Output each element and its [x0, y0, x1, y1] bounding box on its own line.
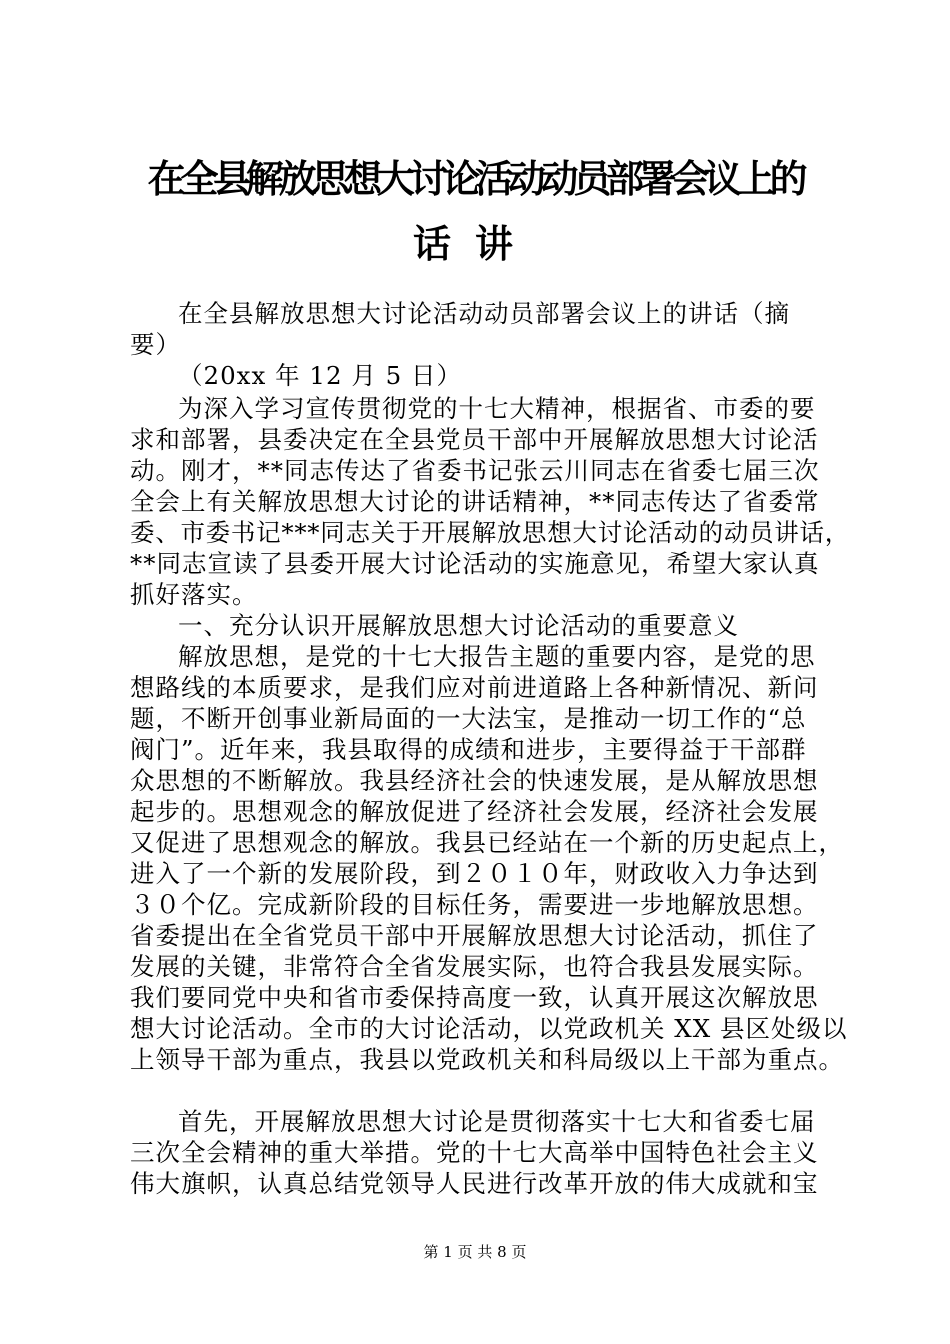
- paragraph-line: 阀门”。近年来，我县取得的成绩和进步，主要得益于干部群: [130, 735, 807, 764]
- paragraph-line: 想路线的本质要求，是我们应对前进道路上各种新情况、新问: [130, 673, 819, 702]
- section-heading: 一、充分认识开展解放思想大讨论活动的重要意义: [178, 611, 739, 640]
- paragraph-line: 三次全会精神的重大举措。党的十七大高举中国特色社会主义: [130, 1138, 819, 1167]
- paragraph-line: 求和部署，县委决定在全县党员干部中开展解放思想大讨论活: [130, 425, 819, 454]
- paragraph-line: 进入了一个新的发展阶段，到２０１０年，财政收入力争达到: [130, 859, 819, 888]
- paragraph-line: 委、市委书记***同志关于开展解放思想大讨论活动的动员讲话，: [130, 518, 850, 547]
- paragraph-line: 起步的。思想观念的解放促进了经济社会发展，经济社会发展: [130, 797, 819, 826]
- page-footer: 第 1 页 共 8 页: [423, 1243, 527, 1261]
- paragraph-line: 解放思想，是党的十七大报告主题的重要内容，是党的思: [178, 642, 816, 671]
- paragraph-line: 为深入学习宣传贯彻党的十七大精神，根据省、市委的要: [178, 394, 816, 423]
- paragraph-line: 伟大旗帜，认真总结党领导人民进行改革开放的伟大成就和宝: [130, 1169, 819, 1198]
- paragraph-line: 上领导干部为重点，我县以党政机关和科局级以上干部为重点。: [130, 1045, 844, 1074]
- paragraph-line: 我们要同党中央和省市委保持高度一致，认真开展这次解放思: [130, 983, 819, 1012]
- paragraph-line: 众思想的不断解放。我县经济社会的快速发展，是从解放思想: [130, 766, 819, 795]
- paragraph-line: **同志宣读了县委开展大讨论活动的实施意见，希望大家认真: [130, 549, 820, 578]
- paragraph-line: 发展的关键，非常符合全省发展实际，也符合我县发展实际。: [130, 952, 819, 981]
- paragraph-line: 又促进了思想观念的解放。我县已经站在一个新的历史起点上，: [130, 828, 844, 857]
- summary-title-line: 在全县解放思想大讨论活动动员部署会议上的讲话（摘: [178, 299, 790, 328]
- document-title-line-2: [0, 225, 950, 263]
- document-title-line-1: 在全县解放思想大讨论活动动员部署会议上的: [147, 157, 803, 201]
- summary-title-line: 要）: [130, 330, 181, 359]
- paragraph-line: 全会上有关解放思想大讨论的讲话精神，**同志传达了省委常: [130, 487, 820, 516]
- paragraph-line: 抓好落实。: [130, 580, 258, 609]
- paragraph-line: 省委提出在全省党员干部中开展解放思想大讨论活动，抓住了: [130, 921, 819, 950]
- paragraph-line: 题，不断开创事业新局面的一大法宝，是推动一切工作的“总: [130, 704, 807, 733]
- date-line: （20xx 年 12 月 5 日）: [178, 361, 463, 390]
- paragraph-line: 想大讨论活动。全市的大讨论活动，以党政机关 XX 县区处级以: [130, 1014, 848, 1043]
- paragraph-line: 首先，开展解放思想大讨论是贯彻落实十七大和省委七届: [178, 1107, 816, 1136]
- paragraph-line: 动。刚才，**同志传达了省委书记张云川同志在省委七届三次: [130, 456, 820, 485]
- paragraph-line: ３０个亿。完成新阶段的目标任务，需要进一步地解放思想。: [130, 890, 819, 919]
